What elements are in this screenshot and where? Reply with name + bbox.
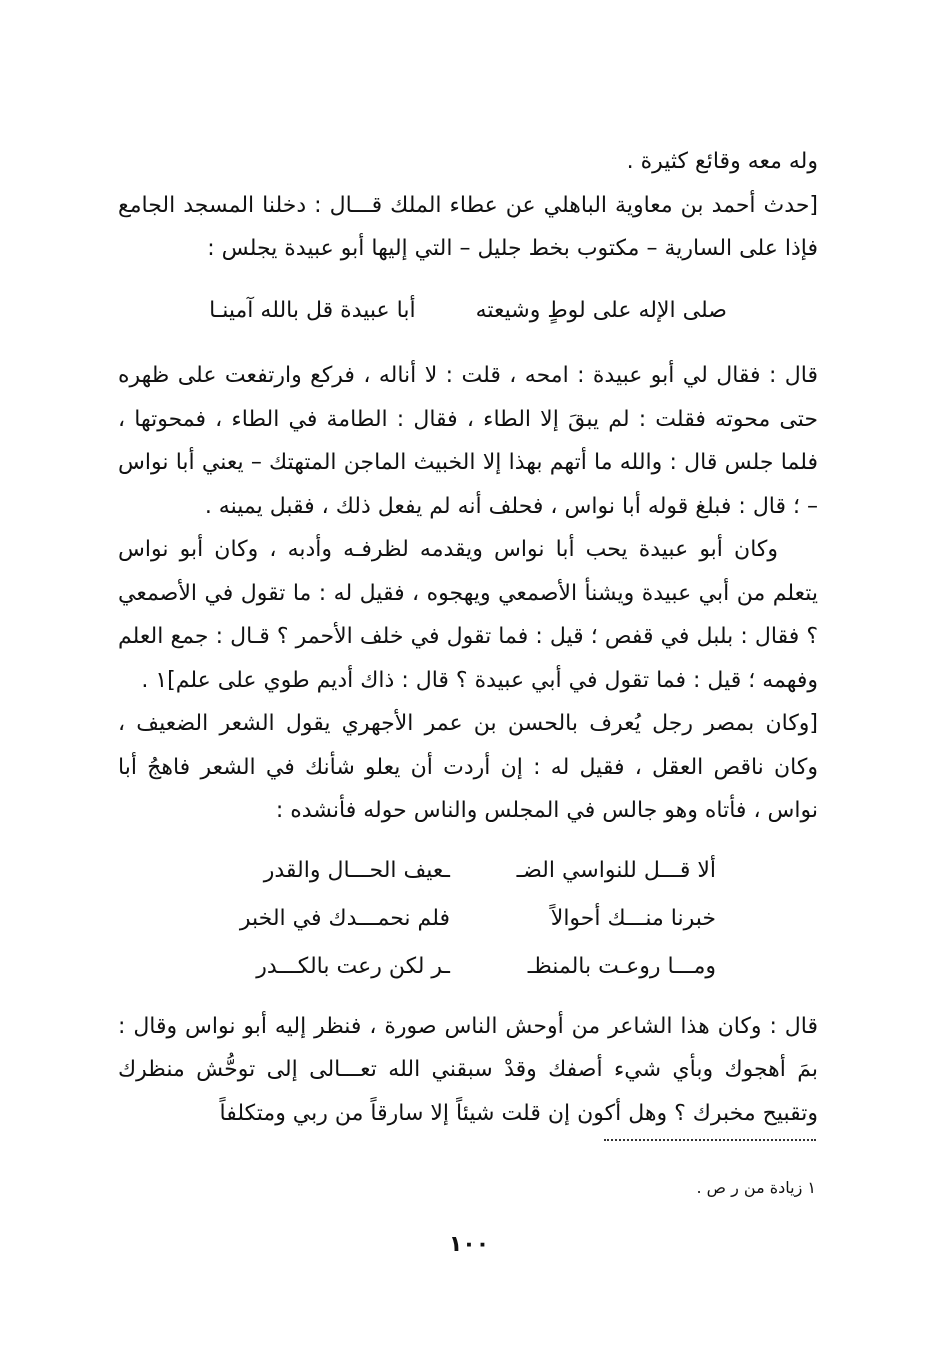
verse-1 (118, 289, 818, 333)
poem-line (118, 847, 818, 895)
poem-hemistich-2: ـعيف الحـــال والقدر (263, 857, 450, 883)
main-text (118, 140, 818, 1135)
poem-hemistich-1: خبرنا منـــك أحوالاً (550, 905, 716, 931)
poem-line (118, 943, 818, 991)
paragraph-3: قال : فقال لي أبو عبيدة : امحه ، قلت : لا أناله ، فركع وارتفعت على ظهره حتى محوته فقلت : لم يبقَ إلا الطاء ، فقال : الطامة في الطاء ، فمحوتها ، فلما جلس قال : والله ما أتهم بهذا إلا الخبيث الماجن المتهتك – يعني أبا نواس – ؛ قال : فبلغ قوله أبا نواس ، فحلف أنه لم يفعل ذلك ، فقبل يمينه . (118, 363, 818, 519)
poem-hemistich-1: ألا قـــل للنواسي الضـ (516, 857, 716, 883)
page-number: ١٠٠ (448, 1232, 490, 1257)
footnote-divider (604, 1139, 816, 1141)
paragraph-6: قال : وكان هذا الشاعر من أوحش الناس صورة ، فنظر إليه أبو نواس وقال : بمَ أهجوك وبأي شيء أصفك وقدْ سبقني الله تعـــالى إلى توحُّش منظرك وتقبيح مخبرك ؟ وهل أكون إن قلت شيئاً إلا سارقاً من ربي ومتكلفاً (118, 1013, 818, 1126)
paragraph-2: [حدث أحمد بن معاوية الباهلي عن عطاء الملك قـــال : دخلنا المسجد الجامع فإذا على السارية – مكتوب بخط جليل – التي إليها أبو عبيدة يجلس : (118, 192, 818, 261)
poem-hemistich-1: ومـــا روعـت بالمنظـ (527, 953, 716, 979)
paragraph-5: [وكان بمصر رجل يُعرف بالحسن بن عمر الأجهري يقول الشعر الضعيف ، وكان ناقص العقل ، فقيل له : إن أردت أن يعلو شأنك في الشعر فاهجُ أبا نواس ، فأتاه وهو جالس في المجلس والناس حوله فأنشده : (118, 711, 818, 823)
verse-1-hemistich-2: أبا عبيدة قل بالله آمينـا (209, 297, 416, 323)
paragraph-1: وله معه وقائع كثيرة . (626, 149, 818, 174)
verse-1-hemistich-1: صلى الإله على لوطٍ وشيعته (475, 297, 727, 323)
poem-line (118, 895, 818, 943)
poem (118, 847, 818, 991)
poem-hemistich-2: ـر لكن رعت بالكـــدر (256, 953, 450, 979)
paragraph-4: وكان أبو عبيدة يحب أبا نواس ويقدمه لظرفـه وأدبه ، وكان أبو نواس يتعلم من أبي عبيدة ويشنأ الأصمعي ويهجوه ، فقيل له : ما تقول في الأصمعي ؟ فقال : بلبل في قفص ؛ قيل : فما تقول في خلف الأحمر ؟ قـال : جمع العلم وفهمه ؛ قيل : فما تقول في أبي عبيدة ؟ قال : ذاك أديم طوي على علم]١ . (118, 537, 818, 693)
footnote: ١ زيادة من ر ص . (696, 1178, 816, 1197)
poem-hemistich-2: فلم نحمـــدك في الخبر (239, 905, 450, 931)
